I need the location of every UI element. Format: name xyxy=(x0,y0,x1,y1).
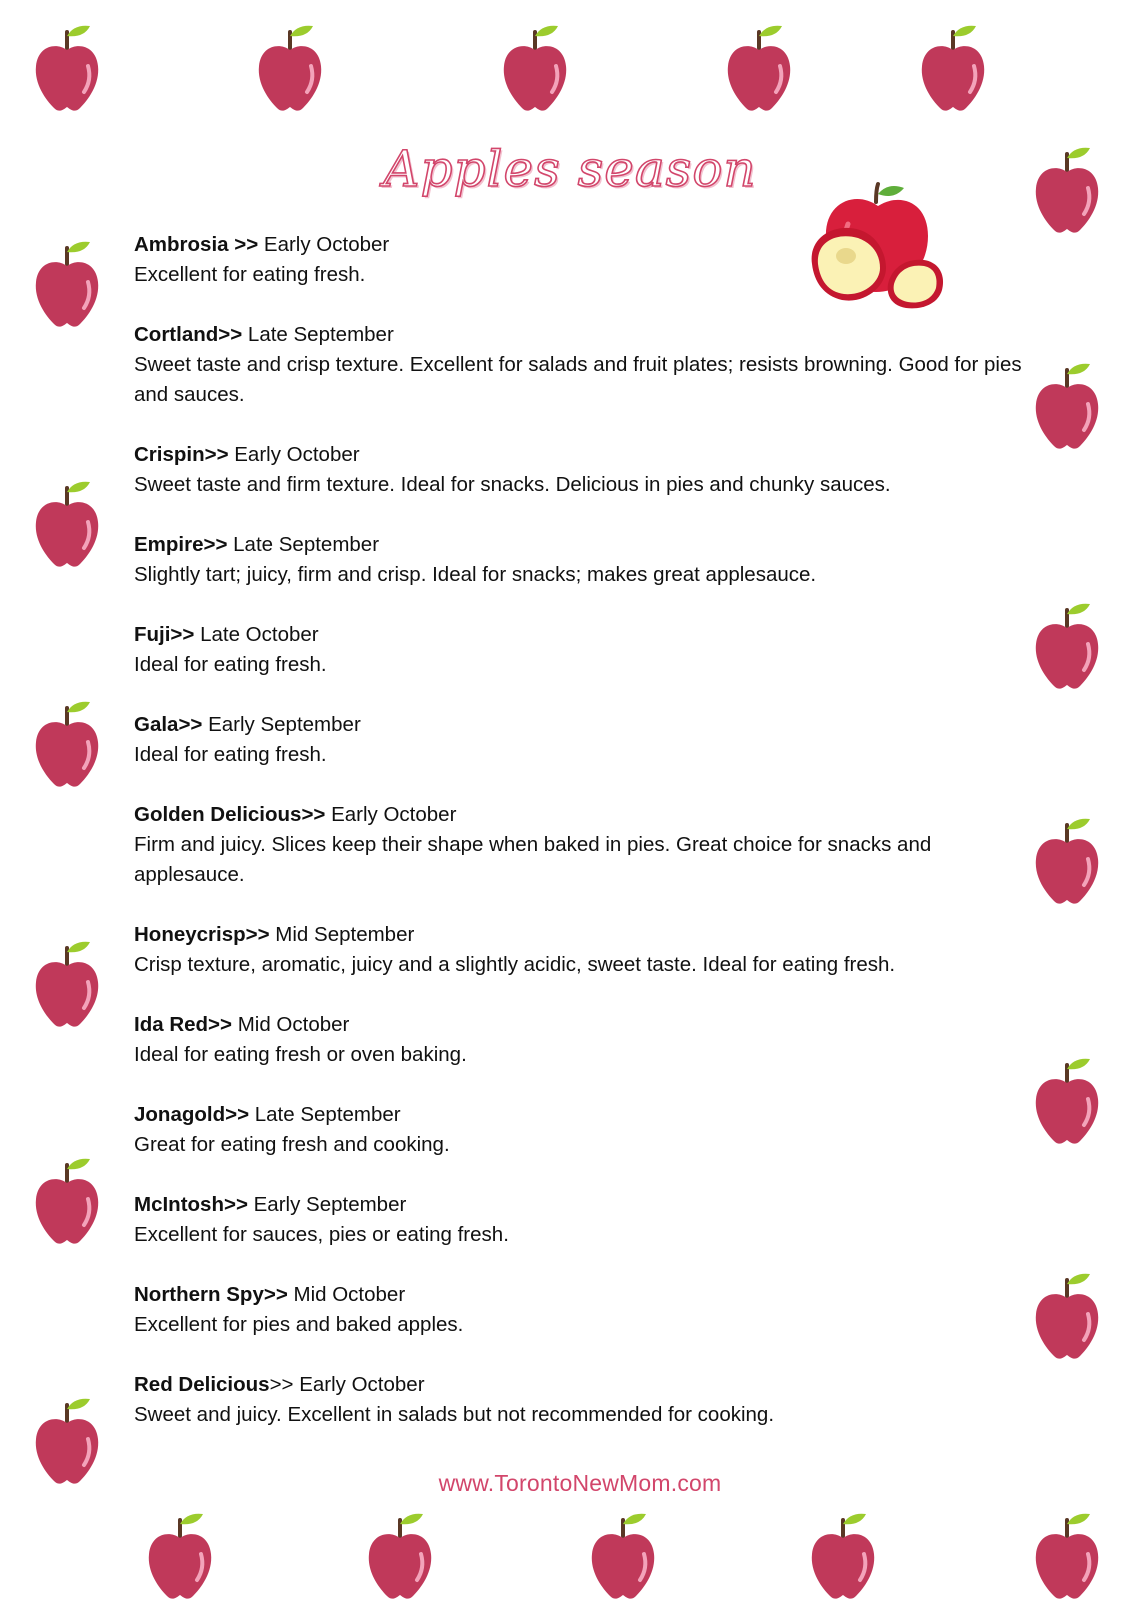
variety-description: Excellent for eating fresh. xyxy=(134,263,366,286)
variety-entry xyxy=(134,530,1034,590)
apple-icon xyxy=(588,1510,658,1602)
variety-entry xyxy=(134,620,1034,680)
apple-icon xyxy=(724,22,794,114)
website-link[interactable]: www.TorontoNewMom.com xyxy=(438,1470,722,1496)
variety-name: Honeycrisp>> xyxy=(134,923,270,946)
harvest-time: Late September xyxy=(227,533,380,556)
harvest-time: Early October xyxy=(258,233,390,256)
harvest-time: Mid September xyxy=(269,923,415,946)
variety-description: Ideal for eating fresh or oven baking. xyxy=(134,1043,467,1066)
variety-name: McIntosh>> xyxy=(134,1193,248,1216)
variety-name: Crispin>> xyxy=(134,443,229,466)
apple-icon xyxy=(145,1510,215,1602)
variety-entry xyxy=(134,800,1034,890)
apple-icon xyxy=(1032,600,1102,692)
variety-entry xyxy=(134,710,1034,770)
variety-name: Golden Delicious>> xyxy=(134,803,326,826)
apple-icon xyxy=(32,238,102,330)
variety-description: Great for eating fresh and cooking. xyxy=(134,1133,450,1156)
variety-description: Sweet and juicy. Excellent in salads but not recommended for cooking. xyxy=(134,1403,775,1426)
apple-icon xyxy=(1032,360,1102,452)
apple-icon xyxy=(32,478,102,570)
variety-name: Northern Spy>> xyxy=(134,1283,288,1306)
variety-description: Firm and juicy. Slices keep their shape when baked in pies. Great choice for snacks and applesauce. xyxy=(134,833,932,886)
variety-entry xyxy=(134,440,1034,500)
variety-entry xyxy=(134,1280,1034,1340)
apple-icon xyxy=(32,22,102,114)
harvest-time: >> Early October xyxy=(269,1373,425,1396)
harvest-time: Early October xyxy=(228,443,360,466)
variety-name: Ida Red>> xyxy=(134,1013,232,1036)
apple-icon xyxy=(32,1155,102,1247)
harvest-time: Late September xyxy=(249,1103,401,1126)
variety-entry xyxy=(134,230,1034,290)
apple-icon xyxy=(1032,1510,1102,1602)
apple-icon xyxy=(808,1510,878,1602)
variety-entry xyxy=(134,320,1034,410)
apple-icon xyxy=(500,22,570,114)
variety-name: Ambrosia >> xyxy=(134,233,259,256)
harvest-time: Early September xyxy=(247,1193,407,1216)
variety-entry xyxy=(134,920,1034,980)
apple-icon xyxy=(365,1510,435,1602)
variety-name: Cortland>> xyxy=(134,323,243,346)
variety-description: Excellent for sauces, pies or eating fresh. xyxy=(134,1223,509,1246)
variety-description: Ideal for eating fresh. xyxy=(134,653,327,676)
apple-icon xyxy=(1032,1270,1102,1362)
variety-entry xyxy=(134,1190,1034,1250)
apple-icon xyxy=(255,22,325,114)
variety-description: Sweet taste and crisp texture. Excellent for salads and fruit plates; resists browning. Good for pies and sauces. xyxy=(134,353,1022,406)
variety-name: Red Delicious xyxy=(134,1373,270,1396)
harvest-time: Early September xyxy=(202,713,361,736)
apple-icon xyxy=(918,22,988,114)
variety-description: Crisp texture, aromatic, juicy and a slightly acidic, sweet taste. Ideal for eating fresh. xyxy=(134,953,896,976)
variety-entry xyxy=(134,1370,1034,1430)
harvest-time: Late September xyxy=(242,323,394,346)
apple-icon xyxy=(32,938,102,1030)
harvest-time: Mid October xyxy=(287,1283,406,1306)
variety-description: Slightly tart; juicy, firm and crisp. Ideal for snacks; makes great applesauce. xyxy=(134,563,817,586)
variety-description: Excellent for pies and baked apples. xyxy=(134,1313,464,1336)
variety-name: Fuji>> xyxy=(134,623,195,646)
apple-icon xyxy=(1032,1055,1102,1147)
variety-name: Empire>> xyxy=(134,533,228,556)
variety-description: Ideal for eating fresh. xyxy=(134,743,327,766)
variety-entry xyxy=(134,1010,1034,1070)
variety-name: Gala>> xyxy=(134,713,203,736)
variety-description: Sweet taste and firm texture. Ideal for snacks. Delicious in pies and chunky sauces. xyxy=(134,473,891,496)
harvest-time: Early October xyxy=(325,803,457,826)
harvest-time: Mid October xyxy=(232,1013,350,1036)
apple-icon xyxy=(32,698,102,790)
apple-icon xyxy=(1032,815,1102,907)
page-title: Apples season xyxy=(383,140,757,198)
variety-name: Jonagold>> xyxy=(134,1103,250,1126)
variety-entry xyxy=(134,1100,1034,1160)
apple-variety-list xyxy=(134,230,1034,1460)
harvest-time: Late October xyxy=(194,623,319,646)
